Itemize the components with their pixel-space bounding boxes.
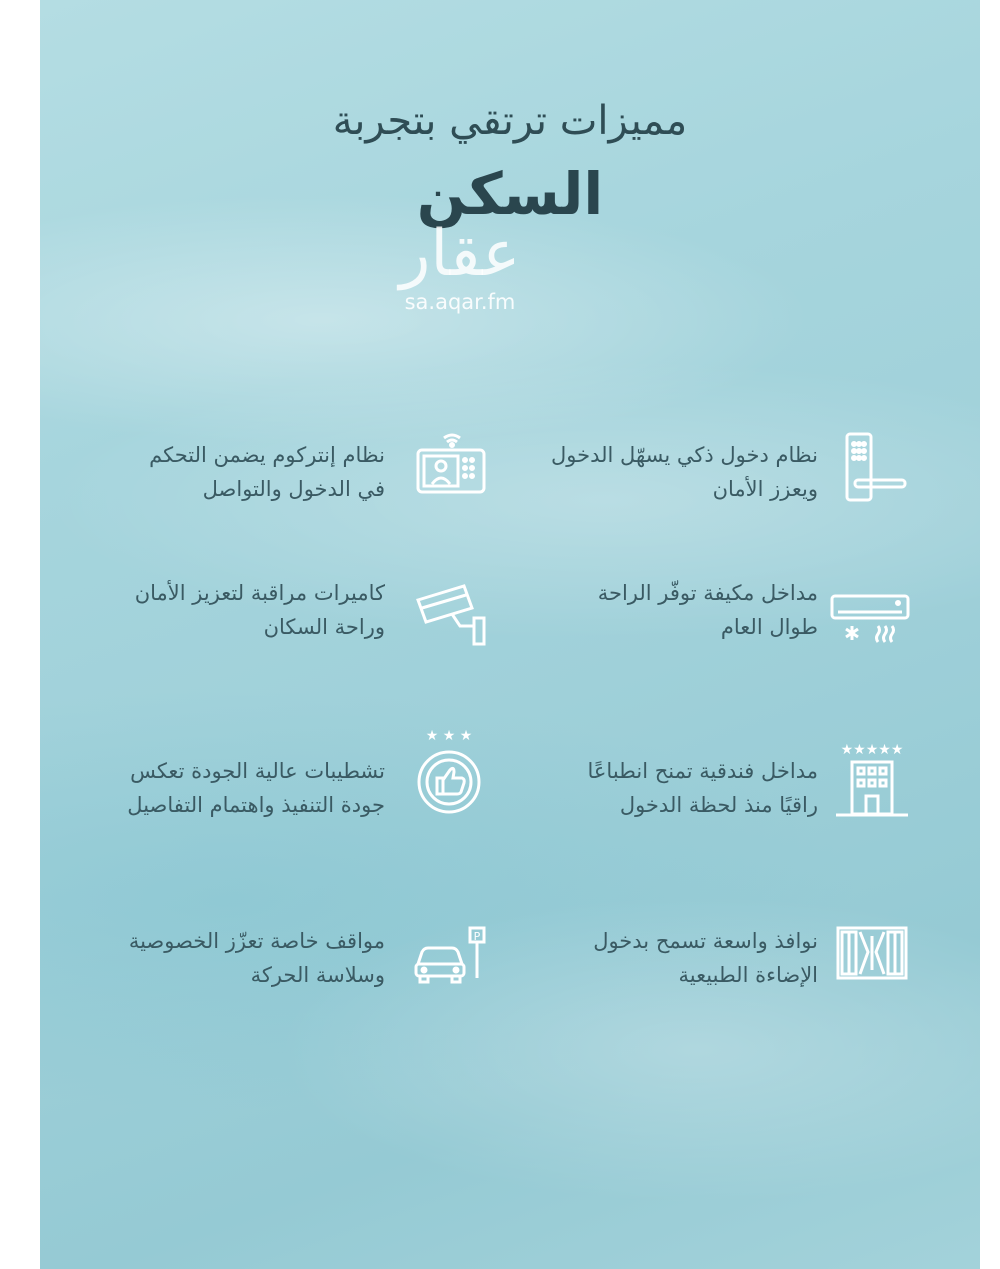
window-icon [832,918,912,998]
feature-line-2: في الدخول والتواصل [202,477,385,501]
quality-thumbs-up-icon [404,726,484,806]
feature-line-1: نظام دخول ذكي يسهّل الدخول [551,443,818,467]
feature-line-1: تشطيبات عالية الجودة تعكس [130,759,385,783]
feature-line-2: وراحة السكان [263,615,385,639]
feature-line-1: نظام إنتركوم يضمن التحكم [149,443,385,467]
feature-line-2: وسلاسة الحركة [250,963,385,987]
feature-line-1: نوافذ واسعة تسمح بدخول [593,929,818,953]
feature-cameras [85,576,385,656]
feature-windows [518,924,818,1004]
feature-smart-entry [518,438,818,518]
security-camera-icon [412,578,492,658]
feature-line-2: ويعزز الأمان [712,477,818,501]
feature-line-1: مواقف خاصة تعزّز الخصوصية [128,929,385,953]
feature-line-2: طوال العام [720,615,818,639]
title-line-2: السكن [416,160,604,228]
feature-line-1: مداخل مكيفة توفّر الراحة [597,581,818,605]
feature-line-2: الإضاءة الطبيعية [678,963,818,987]
air-conditioner-icon [830,578,910,658]
feature-hotel-entrances [518,754,818,834]
feature-line-1: مداخل فندقية تمنح انطباعًا [587,759,818,783]
svg-text:P: P [473,930,481,943]
title-line-1: مميزات ترتقي بتجربة [332,98,688,144]
watermark-url: sa.aqar.fm [404,290,516,314]
smart-lock-icon [835,428,915,508]
feature-ac-entrances [518,576,818,656]
poster [40,0,980,1269]
svg-text:★★★★★: ★★★★★ [840,742,904,758]
feature-parking [85,924,385,1004]
feature-intercom [85,438,385,518]
feature-line-1: كاميرات مراقبة لتعزيز الأمان [134,581,385,605]
svg-text:★ ★ ★: ★ ★ ★ [425,728,473,744]
feature-finishes [85,754,385,834]
intercom-icon [412,428,492,508]
watermark-logo: عقار [399,217,521,291]
hotel-icon [832,738,912,818]
feature-line-2: راقيًا منذ لحظة الدخول [619,793,818,817]
feature-line-2: جودة التنفيذ واهتمام التفاصيل [127,793,385,817]
parking-car-icon [412,918,492,998]
